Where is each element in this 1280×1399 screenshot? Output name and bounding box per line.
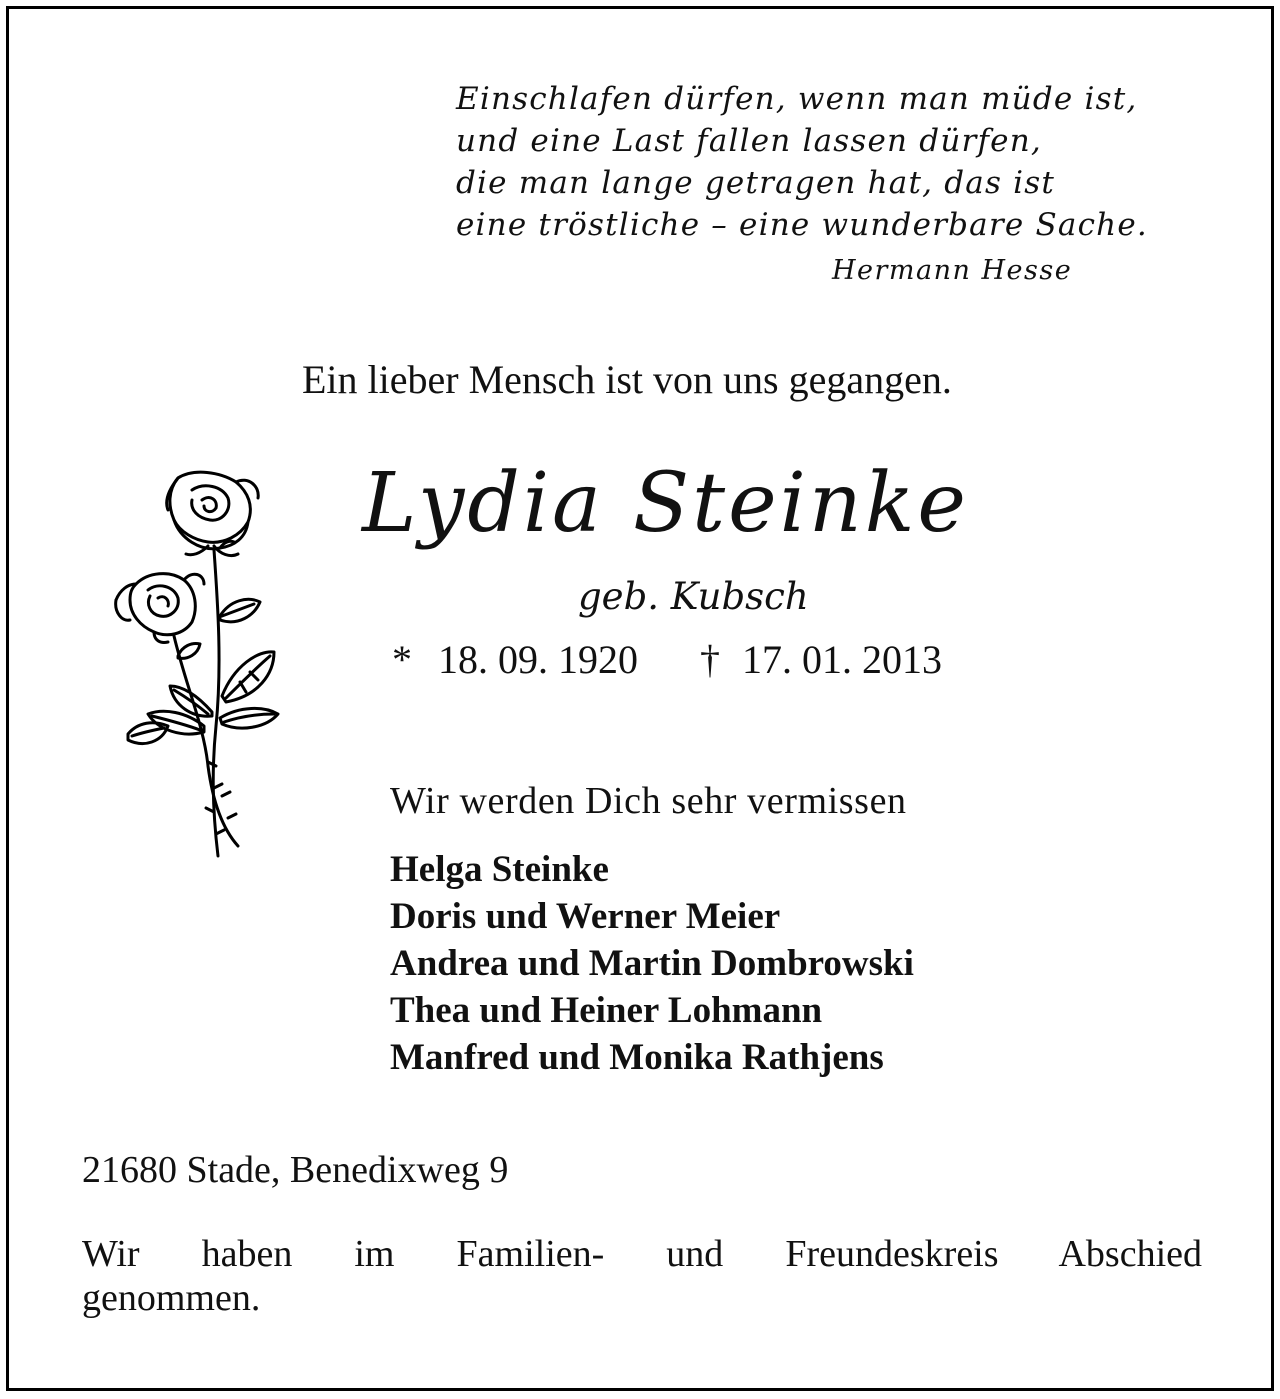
quote-author: Hermann Hesse: [832, 255, 1073, 286]
miss-text: Wir werden Dich sehr vermissen: [390, 780, 907, 822]
death-symbol: †: [700, 637, 720, 682]
birth-name: geb. Kubsch: [578, 575, 809, 618]
birth-date: 18. 09. 1920: [438, 637, 638, 682]
closing-text: [82, 1232, 1202, 1320]
address: 21680 Stade, Benedixweg 9: [82, 1149, 509, 1191]
deceased-name: Lydia Steinke: [362, 456, 969, 551]
quote-line-4: eine tröstliche – eine wunderbare Sache.: [456, 207, 1148, 243]
closing-line-1: Wir haben im Familien- und Freundeskreis Abschied: [82, 1233, 1202, 1275]
family-member: Doris und Werner Meier: [390, 896, 781, 937]
family-member: Thea und Heiner Lohmann: [390, 990, 823, 1031]
family-member: Andrea und Martin Dombrowski: [390, 943, 914, 984]
intro-text: Ein lieber Mensch ist von uns gegangen.: [302, 357, 952, 402]
death-date: 17. 01. 2013: [742, 637, 942, 682]
hesse-quote: [456, 78, 1148, 246]
quote-line-3: die man lange getragen hat, das ist: [456, 165, 1056, 201]
quote-line-2: und eine Last fallen lassen dürfen,: [456, 123, 1042, 159]
birth-symbol: *: [392, 637, 412, 682]
life-dates: [392, 636, 942, 683]
family-member: Helga Steinke: [390, 849, 609, 890]
quote-line-1: Einschlafen dürfen, wenn man müde ist,: [456, 81, 1138, 117]
family-member: Manfred und Monika Rathjens: [390, 1037, 884, 1078]
family-list: [390, 846, 914, 1081]
rose-icon: [108, 466, 288, 861]
closing-line-2: genommen.: [82, 1277, 261, 1319]
